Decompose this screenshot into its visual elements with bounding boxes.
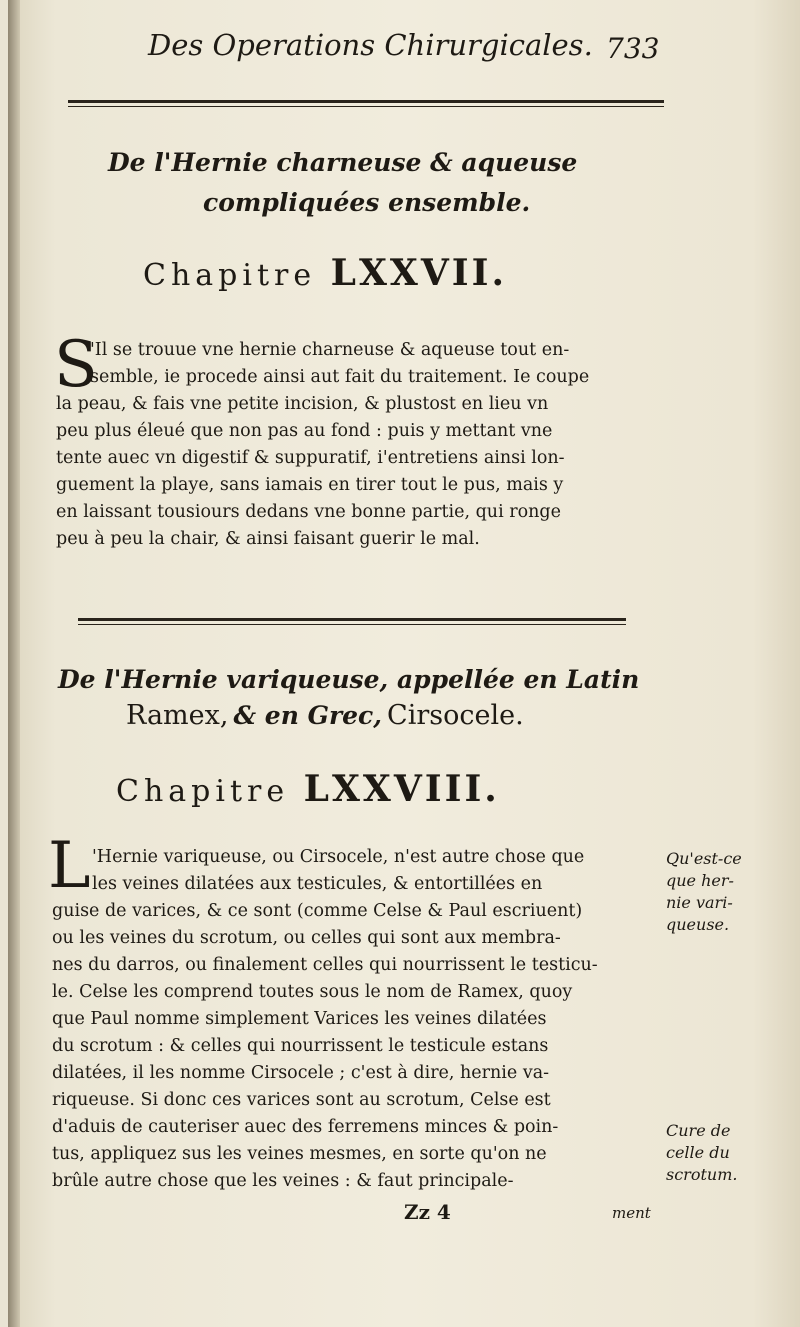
page-gutter (8, 0, 20, 1327)
chapter77-line-0: 'Il se trouue vne hernie charneuse & aqueuse tout en- (90, 340, 570, 360)
chapter78-line-7: du scrotum : & celles qui nourrissent le testicule estans (52, 1036, 549, 1056)
chapter78-line-9: riqueuse. Si donc ces varices sont au scrotum, Celse est (52, 1090, 551, 1110)
chapter77-line-3: peu plus éleué que non pas au fond : puis y mettant vne (56, 421, 553, 441)
section-rule-thin (78, 624, 626, 625)
chapter77-line-2: la peau, & fais vne petite incision, & plustost en lieu vn (56, 394, 549, 414)
chapter78-line-5: le. Celse les comprend toutes sous le nom de Ramex, quoy (52, 982, 573, 1002)
margin-note-2-line: celle du (666, 1143, 730, 1162)
chapter78-line-2: guise de varices, & ce sont (comme Celse & Paul escriuent) (52, 901, 583, 921)
margin-note-2-line: Cure de (666, 1121, 731, 1140)
chapter78-title-line2 (126, 700, 524, 731)
margin-note-1-line: Qu'est-ce (666, 849, 742, 868)
chapter78-line-6: que Paul nomme simplement Varices les veines dilatées (52, 1009, 547, 1029)
margin-note-1 (666, 848, 742, 936)
chapter77-line-1: semble, ie procede ainsi aut fait du traitement. Ie coupe (90, 367, 590, 387)
chapter78-line-1: les veines dilatées aux testicules, & entortillées en (92, 874, 543, 894)
chapter77-dropcap: S (54, 328, 98, 402)
chapter78-dropcap: L (48, 829, 91, 903)
chapter78-line-8: dilatées, il les nomme Cirsocele ; c'est à dire, hernie va- (52, 1063, 550, 1083)
chapter78-word: Chapitre (116, 774, 290, 809)
chapter78-number: LXXVIII. (303, 768, 500, 810)
chapter78-title-line1: De l'Hernie variqueuse, appellée en Latin (58, 665, 640, 694)
header-rule-thin (68, 106, 664, 107)
chapter78-line-11: tus, appliquez sus les veines mesmes, en sorte qu'on ne (52, 1144, 547, 1164)
chapter77-title-line1: De l'Hernie charneuse & aqueuse (108, 148, 578, 177)
chapter77-line-7: peu à peu la chair, & ainsi faisant guerir le mal. (56, 529, 480, 549)
book-page (8, 0, 800, 1327)
margin-note-2 (666, 1120, 737, 1186)
chapter77-line-4: tente auec vn digestif & suppuratif, i'entretiens ainsi lon- (56, 448, 565, 468)
margin-note-1-line: que her- (666, 871, 734, 890)
chapter78-heading (116, 768, 500, 810)
signature-mark: Zz 4 (404, 1200, 451, 1224)
chapter78-line-10: d'aduis de cauteriser auec des ferremens minces & poin- (52, 1117, 559, 1137)
running-head: Des Operations Chirurgicales. (148, 28, 593, 62)
chapter78-title-cirsocele: Cirsocele. (387, 700, 524, 731)
chapter77-word: Chapitre (143, 258, 317, 293)
catchword: ment (612, 1204, 651, 1222)
chapter78-line-12: brûle autre chose que les veines : & faut principale- (52, 1171, 514, 1191)
chapter77-heading (143, 252, 507, 294)
section-rule (78, 618, 626, 621)
chapter77-number: LXXVII. (330, 252, 507, 294)
page-number: 733 (606, 32, 660, 65)
chapter78-title-grec: & en Grec, (233, 701, 382, 730)
header-rule (68, 100, 664, 103)
margin-note-2-line: scrotum. (666, 1165, 738, 1184)
chapter78-line-0: 'Hernie variqueuse, ou Cirsocele, n'est autre chose que (92, 847, 585, 867)
chapter78-title-ramex: Ramex, (126, 700, 229, 731)
margin-note-1-line: queuse. (666, 915, 730, 934)
chapter78-line-3: ou les veines du scrotum, ou celles qui sont aux membra- (52, 928, 561, 948)
margin-note-1-line: nie vari- (666, 893, 733, 912)
chapter77-line-5: guement la playe, sans iamais en tirer tout le pus, mais y (56, 475, 564, 495)
chapter78-line-4: nes du darros, ou finalement celles qui nourrissent le testicu- (52, 955, 598, 975)
chapter77-line-6: en laissant tousiours dedans vne bonne partie, qui ronge (56, 502, 561, 522)
chapter77-title-line2: compliquées ensemble. (203, 188, 531, 217)
